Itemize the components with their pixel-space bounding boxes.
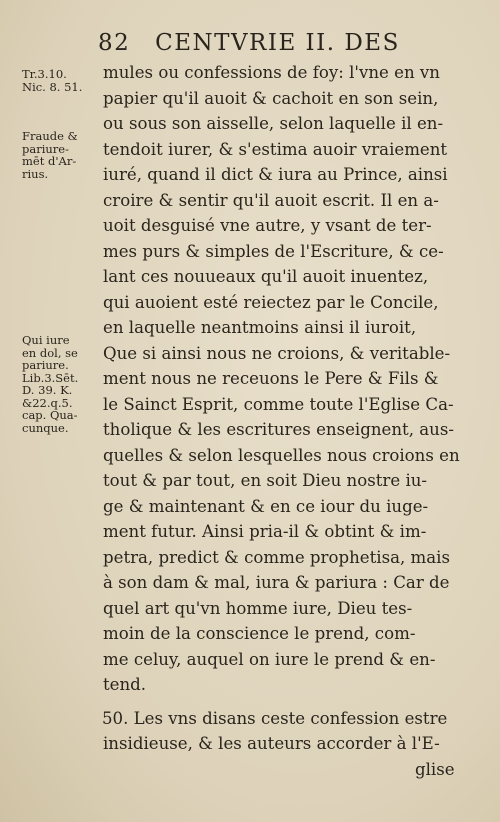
text-line: papier qu'il auoit & cachoit en son sein, (103, 88, 439, 108)
text-line: tend. (103, 675, 147, 694)
text-line: tendoit iurer, & s'estima auoir vraiement (103, 139, 448, 159)
running-header (98, 30, 458, 62)
text-line: croire & sentir qu'il auoit escrit. Il en a- (103, 190, 439, 210)
text-line: uoit desguisé vne autre, y vsant de ter- (103, 216, 432, 235)
section-50-line: 50. Les vns disans ceste confession estre (102, 708, 448, 728)
section-50-line: insidieuse, & les auteurs accorder à l'E- (103, 734, 440, 753)
margin-note-line: pariure- (22, 141, 69, 156)
text-line: ment futur. Ainsi pria-il & obtint & im- (103, 522, 427, 541)
text-line: qui auoient esté reiectez par le Concile, (103, 292, 439, 312)
text-line: tholique & les escritures enseignent, aus- (103, 420, 454, 439)
margin-note-line: pariure. (22, 358, 69, 372)
text-line: en laquelle neantmoins ainsi il iuroit, (103, 318, 417, 337)
text-line: ment nous ne receuons le Pere & Fils & (103, 369, 439, 388)
margin-note-qui-iure (22, 334, 106, 434)
margin-note-line: Nic. 8. 51. (22, 79, 83, 94)
text-line: petra, predict & comme prophetisa, mais (103, 547, 450, 567)
margin-note-reference (22, 68, 106, 93)
text-line: Que si ainsi nous ne croions, & veritable- (103, 343, 451, 363)
text-line: lant ces nouueaux qu'il auoit inuentez, (103, 267, 429, 286)
margin-note-line: rius. (22, 166, 49, 181)
text-line: ou sous son aisselle, selon laquelle il en- (103, 114, 444, 133)
text-line: me celuy, auquel on iure le prend & en- (103, 649, 436, 669)
margin-note-line: cunque. (22, 420, 69, 435)
section-50-line: glise (415, 759, 455, 779)
text-line: quelles & selon lesquelles nous croions en (103, 445, 460, 465)
section-gap (103, 698, 461, 706)
margin-note-fraude (22, 130, 106, 180)
margin-note-line: en dol, se (22, 345, 78, 360)
main-text (103, 60, 461, 782)
text-line: à son dam & mal, iura & pariura : Car de (103, 573, 450, 592)
text-line: le Sainct Esprit, comme toute l'Eglise Ca- (103, 394, 454, 414)
margin-note-line: mēt d'Ar- (22, 154, 77, 168)
text-line: iuré, quand il dict & iura au Prince, ainsi (103, 165, 448, 184)
margin-note-line: cap. Qua- (22, 408, 78, 422)
text-line: moin de la conscience le prend, com- (103, 624, 416, 643)
running-title: CENTVRIE II. DES (155, 30, 400, 56)
margin-note-line: Qui iure (22, 333, 70, 347)
margin-note-line: Fraude & (22, 129, 78, 143)
margin-note-line: D. 39. K. (22, 383, 73, 397)
text-line: ge & maintenant & en ce iour du iuge- (103, 496, 429, 516)
page-number: 82 (98, 30, 131, 56)
text-line: mules ou confessions de foy: l'vne en vn (103, 63, 440, 82)
text-line: mes purs & simples de l'Escriture, & ce- (103, 241, 444, 261)
margin-note-line: Tr.3.10. (22, 67, 67, 81)
text-line: tout & par tout, en soit Dieu nostre iu- (103, 471, 428, 490)
margin-note-line: &22.q.5. (22, 395, 73, 410)
margin-note-line: Lib.3.Sēt. (22, 370, 79, 385)
text-line: quel art qu'vn homme iure, Dieu tes- (103, 598, 413, 618)
